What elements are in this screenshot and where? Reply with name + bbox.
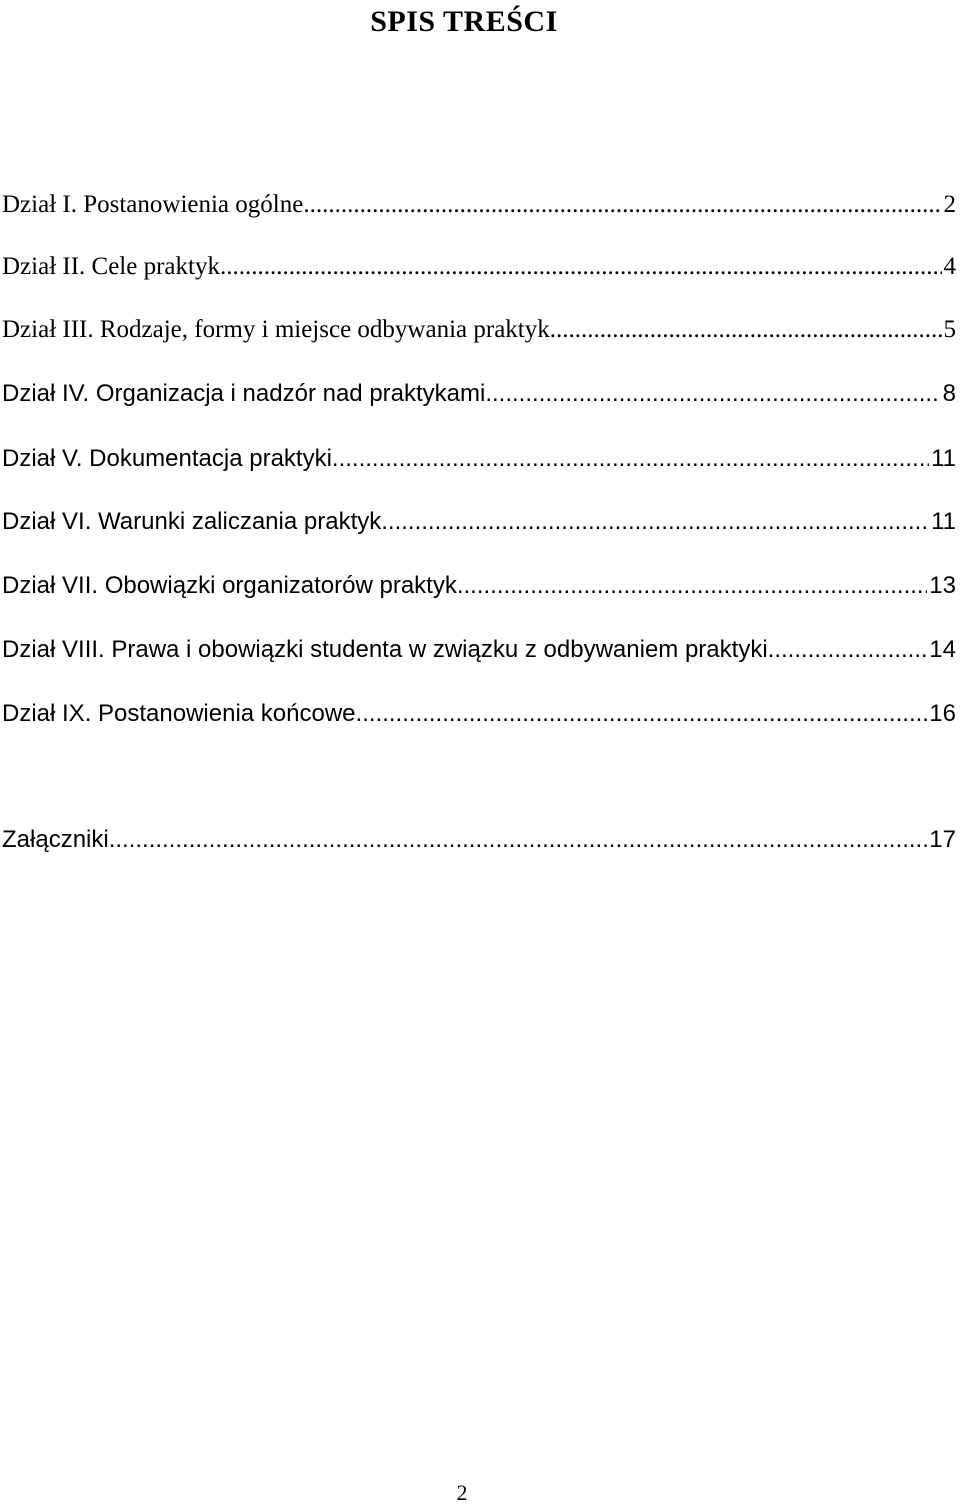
toc-entry-label: Załączniki	[2, 826, 109, 853]
toc-entry-dzial-8[interactable]	[2, 633, 956, 667]
toc-entry-page: 17	[929, 826, 956, 853]
toc-entry-label: Dział V. Dokumentacja praktyki	[2, 445, 332, 472]
toc-entry-dzial-3[interactable]	[2, 313, 956, 347]
dot-leader	[109, 823, 928, 857]
toc-entry-dzial-4[interactable]	[2, 377, 956, 411]
toc-entry-dzial-5[interactable]	[2, 442, 956, 476]
toc-entry-label: Dział VII. Obowiązki organizatorów praktyk	[2, 572, 457, 599]
toc-entry-page: 5	[943, 316, 956, 343]
toc-entry-dzial-1[interactable]	[2, 188, 956, 222]
dot-leader	[768, 633, 928, 667]
toc-entry-dzial-9[interactable]	[2, 697, 956, 731]
dot-leader	[332, 442, 929, 476]
toc-entry-page: 8	[942, 380, 956, 407]
dot-leader	[550, 313, 942, 347]
toc-entry-page: 13	[929, 572, 956, 599]
toc-entry-label: Dział VI. Warunki zaliczania praktyk	[2, 508, 382, 535]
toc-entry-page: 2	[943, 191, 956, 218]
toc-entry-label: Dział III. Rodzaje, formy i miejsce odbywania praktyk	[2, 316, 550, 343]
toc-entry-label: Dział IV. Organizacja i nadzór nad praktykami	[2, 380, 486, 407]
toc-entry-page: 14	[929, 636, 956, 663]
toc-entry-label: Dział IX. Postanowienia końcowe	[2, 700, 356, 727]
toc-entry-label: Dział II. Cele praktyk	[2, 253, 220, 280]
dot-leader	[485, 377, 940, 411]
toc-entry-dzial-7[interactable]	[2, 569, 956, 603]
dot-leader	[457, 569, 927, 603]
toc-entry-page: 11	[931, 445, 956, 472]
toc-entry-page: 11	[931, 508, 956, 535]
dot-leader	[356, 697, 928, 731]
toc-entry-page: 4	[943, 253, 956, 280]
toc-entry-page: 16	[929, 700, 956, 727]
toc-entry-zalaczniki[interactable]	[2, 823, 956, 857]
page-title: SPIS TREŚCI	[370, 5, 558, 38]
toc-entry-dzial-6[interactable]	[2, 505, 956, 539]
dot-leader	[381, 505, 929, 539]
dot-leader	[220, 250, 942, 284]
footer-page-number: 2	[456, 1480, 468, 1505]
dot-leader	[303, 188, 941, 222]
toc-entry-label: Dział I. Postanowienia ogólne	[2, 191, 304, 218]
toc-entry-dzial-2[interactable]	[2, 250, 956, 284]
toc-entry-label: Dział VIII. Prawa i obowiązki studenta w związku z odbywaniem praktyki	[2, 636, 768, 663]
